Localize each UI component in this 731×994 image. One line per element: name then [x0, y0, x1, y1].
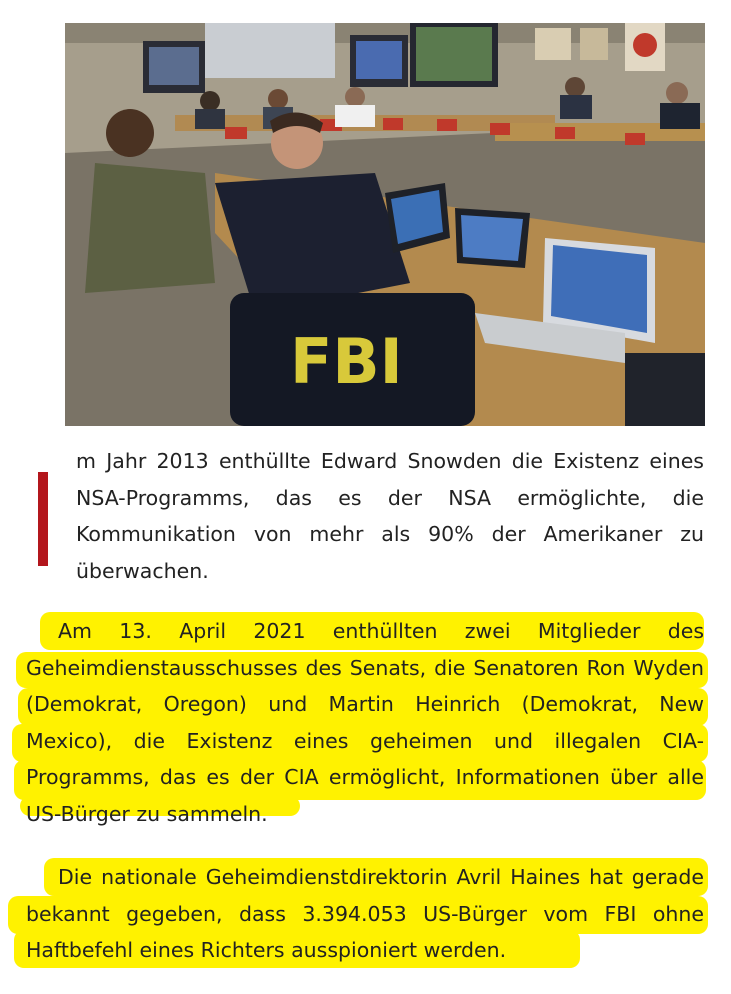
briefing-room-image	[65, 23, 705, 426]
article-paragraph-3: Die nationale Geheimdienstdirektorin Avril Haines hat gerade bekannt gegeben, dass 3.394.053 US-Bürger vom FBI ohne Haftbefehl eines Richters ausspioniert werden.	[26, 865, 704, 962]
fbi-jacket-text: FBI	[290, 325, 403, 398]
article-photo	[65, 23, 705, 426]
dropcap-marker	[38, 472, 48, 566]
article-paragraph-1: m Jahr 2013 enthüllte Edward Snowden die Existenz eines NSA-Programms, das es der NSA ermöglichte, die Kommunikation von mehr als 90% der Amerikaner zu überwachen.	[76, 449, 704, 583]
article-paragraph-2: Am 13. April 2021 enthüllten zwei Mitglieder des Geheimdienstausschusses des Senats, die Senatoren Ron Wyden (Demokrat, Oregon) und Martin Heinrich (Demokrat, New Mexico), die Existenz eines geheimen und illegalen CIA-Programms, das es der CIA ermöglicht, Informationen über alle US-Bürger zu sammeln.	[26, 619, 704, 826]
